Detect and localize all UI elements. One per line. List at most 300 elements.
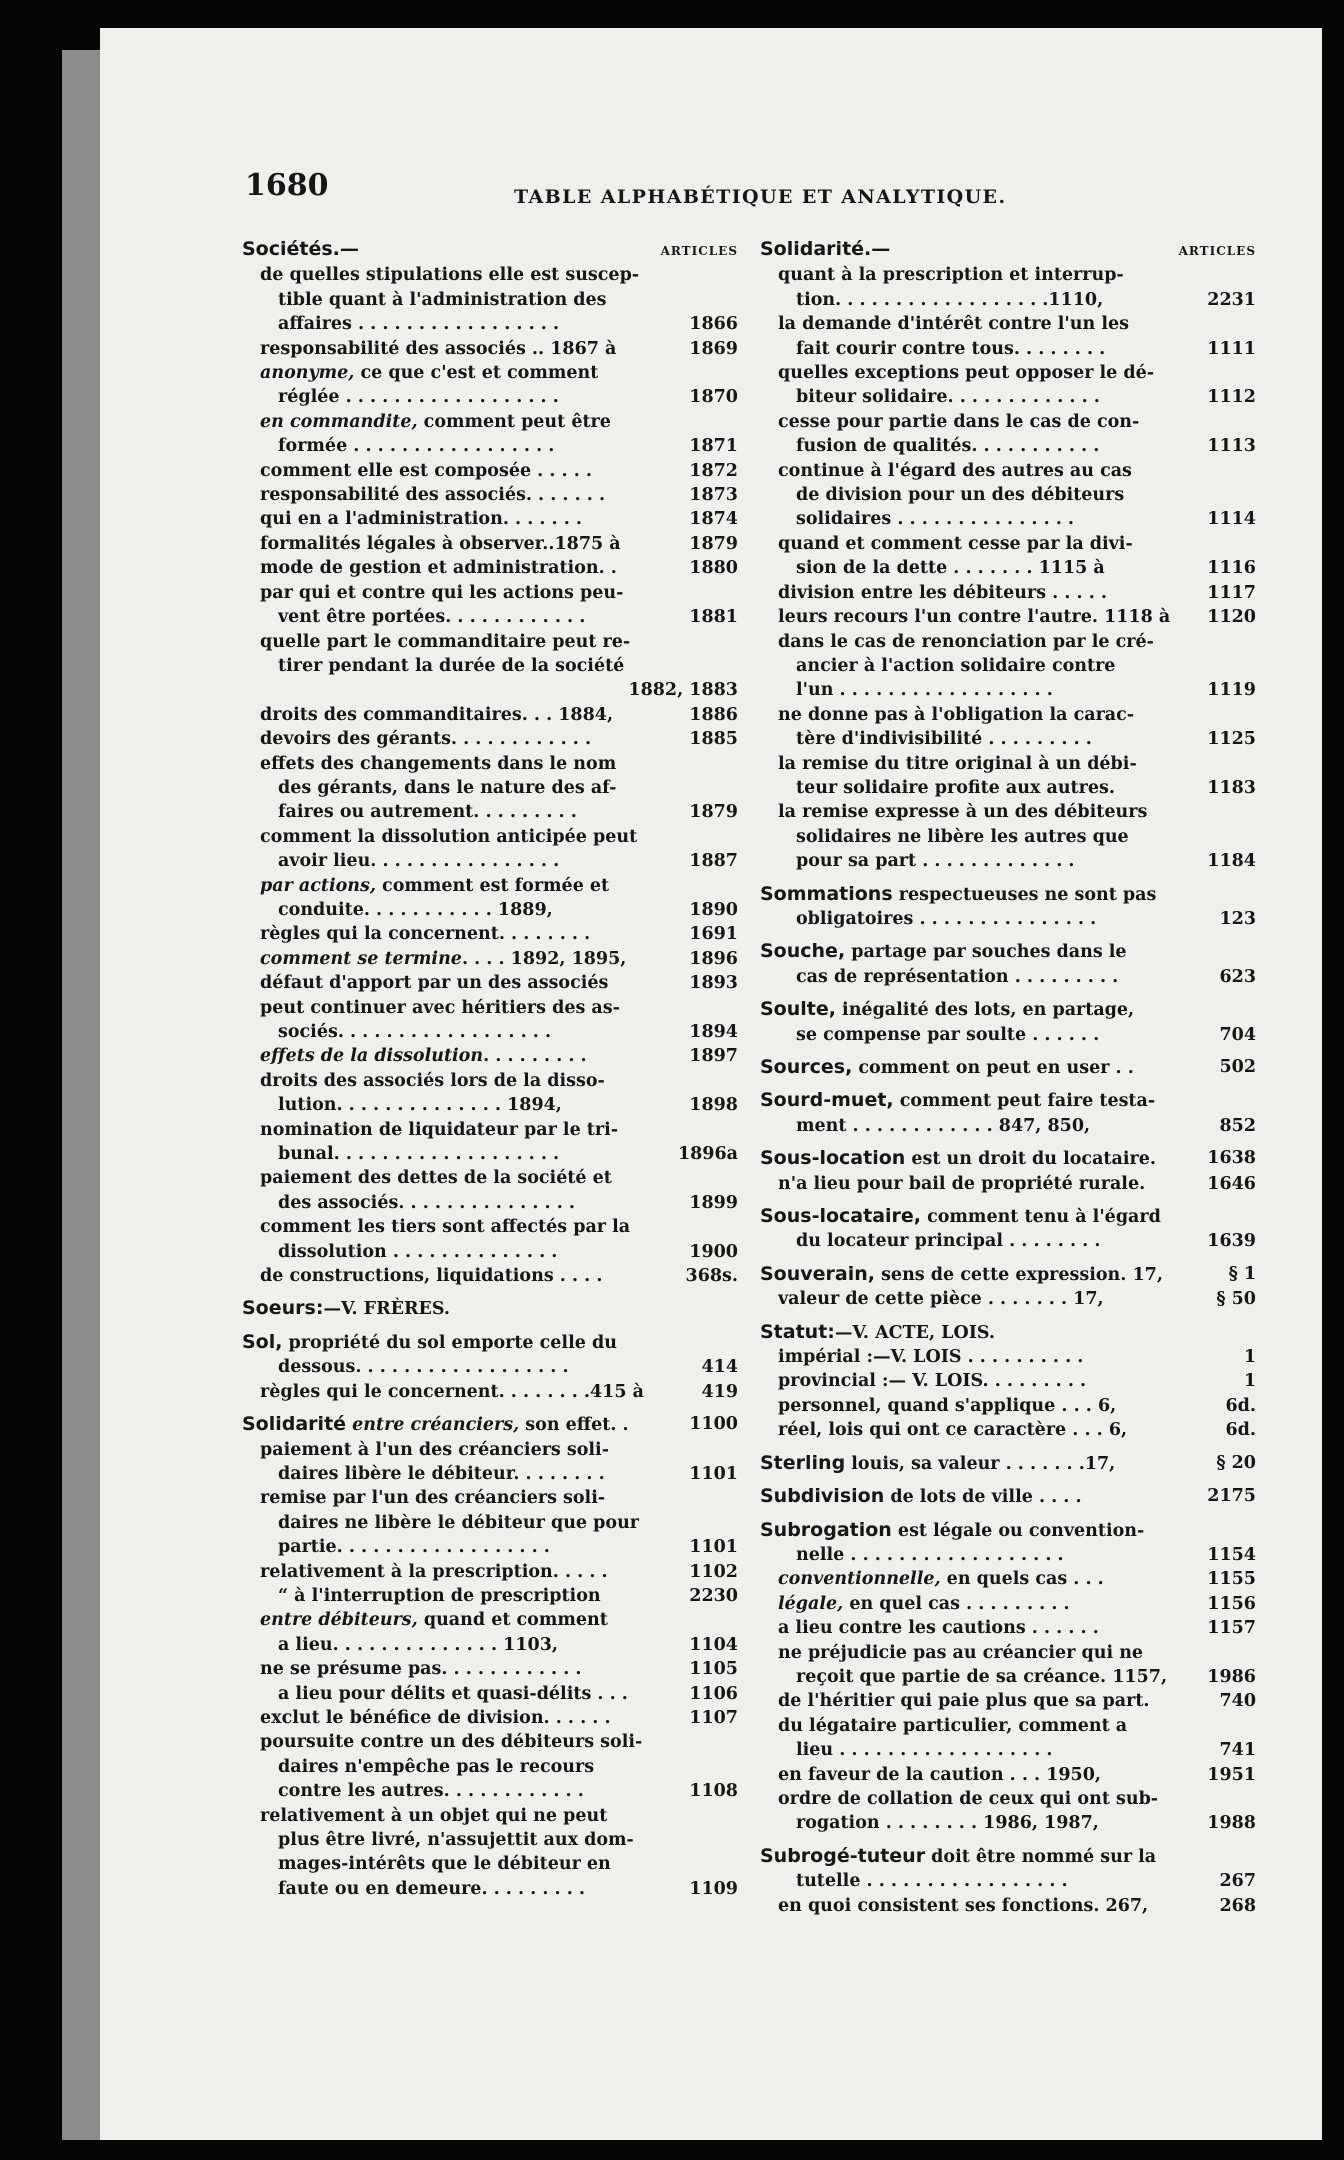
headword: Sommations	[760, 882, 893, 905]
article-number: 1899	[689, 1192, 738, 1213]
article-number: 1638	[1207, 1148, 1256, 1169]
article-number: 1890	[689, 899, 738, 920]
index-text	[778, 605, 1170, 629]
index-text-run: conduite. . . . . . . . . . . 1889,	[278, 899, 553, 920]
index-entry	[760, 1484, 1256, 1509]
article-number: 1900	[689, 1241, 738, 1262]
index-text-run: daires n'empêche pas le recours	[278, 1756, 595, 1777]
index-line	[242, 825, 738, 849]
article-number	[732, 288, 738, 312]
entry-head-text	[760, 1451, 1115, 1476]
index-text-run: du légataire particulier, comment a	[778, 1715, 1128, 1736]
entry-head-rest: propriété du sol emporte celle du	[282, 1332, 617, 1353]
index-line	[242, 1682, 738, 1706]
index-line	[760, 263, 1256, 287]
article-number	[1250, 312, 1256, 336]
headword: Solidarité	[242, 1413, 347, 1436]
article-number: 1102	[689, 1561, 738, 1582]
index-text-run: droits des commanditaires. . . 1884,	[260, 704, 614, 725]
index-line	[242, 1462, 738, 1486]
article-number: 1107	[689, 1707, 738, 1728]
article-number: 852	[1219, 1115, 1256, 1136]
index-line	[242, 898, 738, 922]
index-text-run: réglée . . . . . . . . . . . . . . . . . .	[278, 387, 559, 408]
index-text	[260, 507, 582, 531]
index-line	[242, 800, 738, 824]
article-number: 1886	[689, 704, 738, 725]
article-number: 1105	[689, 1659, 738, 1680]
index-text-run: remise par l'un des créanciers soli-	[260, 1488, 606, 1509]
left-column-body	[242, 263, 738, 1901]
index-line	[760, 1592, 1256, 1616]
index-text	[796, 1665, 1167, 1689]
index-text-run: comment la dissolution anticipée peut	[260, 826, 638, 847]
index-entry	[760, 1518, 1256, 1836]
index-text-run: sion de la dette . . . . . . . 1115 à	[796, 558, 1105, 579]
index-text-run: ce que c'est et comment	[354, 363, 599, 384]
index-line	[242, 752, 738, 776]
index-line	[242, 312, 738, 336]
index-text	[278, 1852, 611, 1876]
index-text	[278, 776, 616, 800]
index-text	[778, 1616, 1099, 1640]
index-text-run: par qui et contre qui les actions peu-	[260, 582, 624, 603]
index-text	[796, 337, 1105, 361]
index-text-run: des gérants, dans le nature des af-	[278, 777, 617, 798]
article-number: 414	[701, 1357, 738, 1378]
article-number	[732, 996, 738, 1020]
index-text-run: de l'héritier qui paie plus que sa part.	[778, 1691, 1150, 1712]
headword: Sourd-muet,	[760, 1089, 894, 1112]
index-text	[796, 1811, 1099, 1835]
index-line	[242, 532, 738, 556]
article-number: 1872	[689, 460, 738, 481]
index-text-run: rogation . . . . . . . . 1986, 1987,	[796, 1813, 1099, 1834]
index-line	[760, 1714, 1256, 1738]
entry-head-text	[760, 1204, 1161, 1229]
index-line	[242, 1166, 738, 1190]
index-line	[242, 1560, 738, 1584]
index-line	[760, 312, 1256, 336]
article-number: 1880	[689, 558, 738, 579]
index-text-run: vent être portées. . . . . . . . . . . .	[278, 607, 586, 628]
index-text	[778, 1763, 1101, 1787]
index-line	[760, 776, 1256, 800]
index-text-run: obligatoires . . . . . . . . . . . . . . .	[796, 908, 1097, 929]
index-italic: par actions,	[260, 875, 376, 896]
index-text-run: responsabilité des associés. . . . . . .	[260, 485, 606, 506]
entry-head-text	[760, 882, 1156, 907]
index-text	[778, 459, 1132, 483]
article-number	[732, 1166, 738, 1190]
index-italic: entre créanciers,	[346, 1415, 520, 1436]
article-number: 1116	[1207, 558, 1256, 579]
index-entry	[242, 1296, 738, 1321]
index-line	[242, 1380, 738, 1404]
entry-head	[242, 1330, 738, 1355]
index-entry	[760, 939, 1256, 989]
article-number: 502	[1219, 1057, 1256, 1077]
index-line	[760, 1869, 1256, 1893]
index-text-run: mages-intérêts que le débiteur en	[278, 1854, 611, 1875]
index-line	[760, 1345, 1256, 1369]
index-text	[260, 581, 623, 605]
article-number: 741	[1219, 1740, 1256, 1761]
index-line	[760, 752, 1256, 776]
index-text	[278, 1828, 634, 1852]
article-number	[1250, 410, 1256, 434]
index-line	[242, 1355, 738, 1379]
index-text-run: en quel cas . . . . . . . . .	[843, 1593, 1070, 1614]
index-text	[260, 532, 621, 556]
index-text	[796, 556, 1105, 580]
article-number: 1885	[689, 729, 738, 750]
index-line	[242, 1779, 738, 1803]
index-text	[260, 947, 626, 971]
article-number: 1155	[1207, 1569, 1256, 1590]
index-text	[778, 1394, 1116, 1418]
article-number: 1639	[1207, 1231, 1256, 1252]
index-line	[242, 678, 738, 702]
left-column	[242, 237, 738, 1901]
index-italic: entre débiteurs,	[260, 1610, 418, 1631]
article-number: 1101	[689, 1463, 738, 1484]
entry-head-rest: est un droit du locataire.	[905, 1149, 1156, 1170]
index-text-run: se compense par soulte . . . . . .	[796, 1024, 1100, 1045]
index-line	[242, 1044, 738, 1068]
index-text	[260, 703, 613, 727]
index-text-run: faires ou autrement. . . . . . . . .	[278, 802, 577, 823]
index-text-run: nelle . . . . . . . . . . . . . . . . . .	[796, 1544, 1064, 1565]
article-number: 1882, 1883	[628, 680, 738, 701]
article-number: 1109	[689, 1878, 738, 1899]
article-number: 6d.	[1225, 1395, 1256, 1416]
index-text-run: tirer pendant la durée de la société	[278, 655, 625, 676]
index-text	[796, 1023, 1099, 1047]
index-text-run: nomination de liquidateur par le tri-	[260, 1119, 619, 1140]
entry-head	[760, 1262, 1256, 1287]
index-line	[242, 1069, 738, 1093]
index-text-run: la remise du titre original à un débi-	[778, 753, 1137, 774]
index-line	[242, 1828, 738, 1852]
index-text	[796, 1869, 1068, 1893]
entry-head-text	[242, 1412, 629, 1437]
article-number: § 50	[1216, 1289, 1256, 1310]
index-text-run: “ à l'interruption de prescription	[278, 1585, 601, 1606]
article-number: 1874	[689, 509, 738, 530]
index-text-run: teur solidaire profite aux autres.	[796, 777, 1115, 798]
index-text	[796, 1738, 1052, 1762]
entry-head-rest: comment on peut en user . .	[852, 1058, 1134, 1078]
index-text	[260, 483, 605, 507]
index-text	[796, 654, 1115, 678]
index-line	[760, 630, 1256, 654]
entry-head	[760, 882, 1256, 907]
article-number: 1119	[1207, 680, 1256, 701]
article-number: 1157	[1207, 1618, 1256, 1639]
index-line	[242, 996, 738, 1020]
index-text-run: quelle part le commanditaire peut re-	[260, 631, 631, 652]
index-text	[278, 288, 607, 312]
article-number: 1646	[1207, 1173, 1256, 1194]
article-number	[732, 874, 738, 898]
entry-head	[242, 1296, 738, 1321]
index-line	[760, 507, 1256, 531]
index-text-run: formée . . . . . . . . . . . . . . . . .	[278, 436, 555, 457]
index-text	[278, 1877, 585, 1901]
index-text-run: provincial :— V. LOIS. . . . . . . . .	[778, 1371, 1087, 1392]
index-text-run: ne donne pas à l'obligation la carac-	[778, 704, 1135, 725]
index-text-run: affaires . . . . . . . . . . . . . . . . .	[278, 314, 560, 335]
index-line	[760, 825, 1256, 849]
index-line	[242, 1706, 738, 1730]
article-number: 419	[701, 1381, 738, 1402]
index-text	[796, 507, 1074, 531]
article-number: 740	[1219, 1691, 1256, 1712]
index-text-run: division entre les débiteurs . . . . .	[778, 582, 1107, 603]
index-text-run: de division pour un des débiteurs	[796, 485, 1125, 506]
index-text-run: a lieu contre les cautions . . . . . .	[778, 1618, 1099, 1639]
index-text	[278, 385, 559, 409]
article-number	[1250, 752, 1256, 776]
index-text-run: défaut d'apport par un des associés	[260, 973, 609, 994]
article-number	[1250, 654, 1256, 678]
article-number: 1117	[1207, 582, 1256, 603]
index-line	[242, 1215, 738, 1239]
index-text-run: ancier à l'action solidaire contre	[796, 655, 1116, 676]
index-line	[760, 800, 1256, 824]
entry-head-rest: louis, sa valeur . . . . . . .17,	[845, 1453, 1116, 1474]
right-column	[760, 237, 1256, 1918]
index-text-run: dans le cas de renonciation par le cré-	[778, 631, 1154, 652]
headword: Sociétés.—	[242, 238, 359, 260]
index-italic: conventionnelle,	[778, 1569, 941, 1590]
page-number: 1680	[245, 168, 329, 203]
index-text	[278, 1535, 550, 1559]
index-text	[278, 1093, 562, 1117]
index-text	[260, 1044, 587, 1068]
index-text	[778, 1689, 1150, 1713]
entry-head-rest: doit être nommé sur la	[925, 1846, 1157, 1867]
index-text	[796, 678, 1053, 702]
index-entry	[760, 1320, 1256, 1443]
index-line	[242, 581, 738, 605]
index-text	[278, 1142, 559, 1166]
article-number	[732, 1828, 738, 1852]
index-text-run: fait courir contre tous. . . . . . . .	[796, 338, 1106, 359]
index-text-run: mode de gestion et administration. .	[260, 558, 617, 579]
article-number	[1250, 532, 1256, 556]
index-text	[260, 1215, 630, 1239]
index-text	[260, 1380, 644, 1404]
article-number: 1879	[689, 802, 738, 823]
article-number	[732, 1215, 738, 1239]
index-entry	[760, 1055, 1256, 1080]
index-text-run: comment est formée et	[375, 875, 610, 896]
article-number: 1894	[689, 1022, 738, 1042]
article-number: 1896	[689, 948, 738, 969]
index-text-run: paiement des dettes de la société et	[260, 1168, 612, 1189]
index-text-run: en quoi consistent ses fonctions. 267,	[778, 1895, 1149, 1916]
page-edge	[62, 50, 102, 2140]
article-number	[1250, 1641, 1256, 1665]
article-number: 1120	[1207, 607, 1256, 628]
article-number: 368s.	[685, 1266, 738, 1287]
entry-head-text	[760, 1262, 1163, 1287]
index-text	[260, 874, 609, 898]
index-text	[278, 1462, 605, 1486]
index-text-run: peut continuer avec héritiers des as-	[260, 997, 620, 1018]
index-text	[278, 898, 553, 922]
headword: Soeurs:	[242, 1297, 324, 1320]
index-line	[760, 410, 1256, 434]
index-text-run: biteur solidaire. . . . . . . . . . . . .	[796, 387, 1100, 408]
index-text-run: de constructions, liquidations . . . .	[260, 1266, 603, 1287]
index-text	[260, 752, 616, 776]
entry-head	[242, 1412, 738, 1437]
index-line	[242, 1852, 738, 1876]
article-number	[1250, 630, 1256, 654]
article-number	[1250, 882, 1256, 907]
index-line	[242, 1877, 738, 1901]
article-number: 704	[1219, 1024, 1256, 1045]
index-text	[278, 1191, 575, 1215]
running-head: TABLE ALPHABÉTIQUE ET ANALYTIQUE.	[514, 186, 1007, 208]
index-text-run: qui en a l'administration. . . . . . .	[260, 509, 583, 530]
index-text-run: l'un . . . . . . . . . . . . . . . . . .	[796, 680, 1053, 701]
article-number: 1183	[1207, 777, 1256, 798]
index-text-run: réel, lois qui ont ce caractère . . . 6,	[778, 1420, 1128, 1441]
index-entry	[760, 1262, 1256, 1312]
article-number	[732, 263, 738, 287]
index-text-run: valeur de cette pièce . . . . . . . 17,	[778, 1289, 1104, 1310]
headword: Sous-locataire,	[760, 1205, 921, 1228]
article-number: 1113	[1207, 436, 1256, 457]
index-italic: en commandite,	[260, 411, 418, 432]
entry-head-text	[760, 1844, 1156, 1869]
articles-label: ARTICLES	[660, 244, 738, 258]
index-line	[760, 1023, 1256, 1047]
index-text	[278, 1633, 558, 1657]
article-number: 2231	[1207, 289, 1256, 310]
index-text	[778, 630, 1154, 654]
entry-head-text	[760, 1518, 1144, 1543]
index-text	[278, 849, 559, 873]
index-line	[760, 605, 1256, 629]
index-line	[760, 459, 1256, 483]
index-text	[778, 410, 1139, 434]
article-number: 1986	[1207, 1666, 1256, 1687]
article-number	[732, 1608, 738, 1632]
article-number	[1250, 1518, 1256, 1543]
index-line	[760, 703, 1256, 727]
index-text	[260, 996, 620, 1020]
index-text	[778, 1369, 1086, 1393]
index-line	[760, 337, 1256, 361]
entry-head	[760, 1204, 1256, 1229]
index-text-run: lution. . . . . . . . . . . . . . 1894,	[278, 1095, 562, 1116]
index-text	[278, 1682, 628, 1706]
index-text-run: quant à la prescription et interrup-	[778, 265, 1124, 286]
headword: Sterling	[760, 1451, 846, 1474]
index-text-run: droits des associés lors de la disso-	[260, 1070, 605, 1091]
index-text	[778, 800, 1147, 824]
article-number: 1104	[689, 1634, 738, 1655]
headword: Statut:	[760, 1320, 835, 1343]
article-number: 1108	[689, 1781, 738, 1802]
article-number: 2230	[689, 1585, 738, 1606]
article-number: 1881	[689, 607, 738, 628]
article-number	[732, 1296, 738, 1321]
index-text-run: dissolution . . . . . . . . . . . . . .	[278, 1241, 558, 1262]
entry-head-text	[760, 939, 1127, 964]
index-text	[796, 1114, 1090, 1138]
index-text-run: en faveur de la caution . . . 1950,	[778, 1764, 1101, 1785]
index-line	[242, 1142, 738, 1166]
index-text-run: tère d'indivisibilité . . . . . . . . .	[796, 729, 1092, 750]
index-line	[760, 1369, 1256, 1393]
index-text	[260, 1730, 642, 1754]
index-line	[242, 1535, 738, 1559]
article-number: 1112	[1207, 387, 1256, 408]
index-line	[760, 288, 1256, 312]
article-number	[1250, 459, 1256, 483]
entry-head-rest: —V. FRÈRES.	[323, 1299, 450, 1320]
index-line	[760, 1763, 1256, 1787]
article-number	[732, 1330, 738, 1355]
index-text-run: impérial :—V. LOIS . . . . . . . . . .	[778, 1347, 1084, 1368]
index-line	[242, 922, 738, 946]
index-text	[260, 1166, 612, 1190]
index-line	[242, 1240, 738, 1264]
index-text	[278, 1755, 594, 1779]
article-number: 623	[1219, 966, 1256, 987]
index-text-run: formalités légales à observer..1875 à	[260, 533, 621, 554]
index-line	[760, 1287, 1256, 1311]
index-line	[760, 1689, 1256, 1713]
article-number: 1114	[1207, 509, 1256, 530]
index-text	[796, 776, 1115, 800]
index-text-run: a lieu pour délits et quasi-délits . . .	[278, 1683, 628, 1704]
article-number	[1250, 939, 1256, 964]
index-text	[778, 312, 1129, 336]
index-text-run: . . . . . . . . .	[483, 1046, 587, 1067]
index-line	[242, 1608, 738, 1632]
index-text	[260, 630, 630, 654]
index-line	[760, 654, 1256, 678]
article-number	[732, 410, 738, 434]
article-number	[1250, 1204, 1256, 1229]
article-number: 1125	[1207, 729, 1256, 750]
headword: Subdivision	[760, 1485, 885, 1508]
index-line	[242, 849, 738, 873]
index-line	[242, 1486, 738, 1510]
index-line	[242, 434, 738, 458]
index-text	[278, 312, 559, 336]
index-text	[778, 1894, 1148, 1918]
article-number: 1101	[689, 1537, 738, 1558]
index-italic: comment se termine	[260, 948, 462, 969]
headword: Sources,	[760, 1056, 853, 1078]
index-text	[778, 263, 1124, 287]
index-text	[260, 361, 598, 385]
index-text	[278, 1511, 639, 1535]
article-number	[732, 630, 738, 654]
index-text-run: bunal. . . . . . . . . . . . . . . . . . .	[278, 1144, 560, 1165]
entry-head-text	[760, 1055, 1134, 1080]
index-line	[242, 1093, 738, 1117]
index-text-run: leurs recours l'un contre l'autre. 1118 à	[778, 607, 1171, 628]
